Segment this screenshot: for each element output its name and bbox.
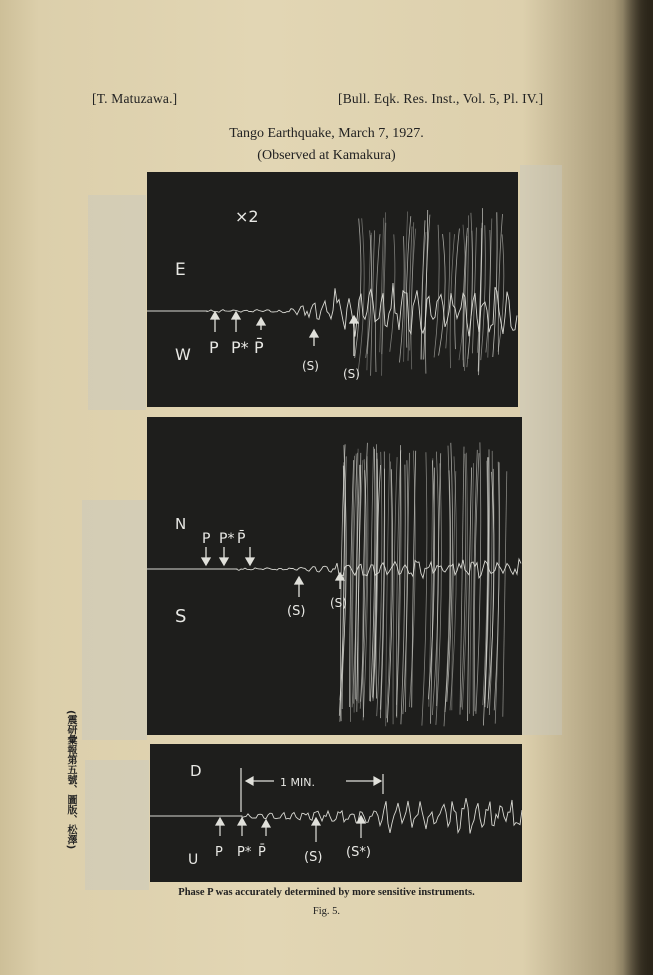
bleed-through-panel-3 (520, 165, 562, 735)
bleed-through-panel-1 (88, 195, 146, 410)
figure-number: Fig. 5. (312, 906, 341, 917)
phase-label-s: (S) (304, 850, 323, 865)
direction-label-down: D (190, 762, 202, 780)
phase-label-s2: (S) (330, 596, 347, 610)
seismogram-stroke (460, 447, 464, 715)
seismogram-stroke (367, 235, 371, 370)
seismogram-burst-ns (339, 442, 507, 726)
seismogram-stroke (459, 225, 465, 361)
phase-label-p-bar: P̄ (237, 531, 246, 547)
phase-label-s: (S) (287, 604, 306, 619)
bleed-through-panel-4 (85, 760, 149, 890)
phase-label-p-bar: P̄ (258, 845, 266, 860)
phase-label-s2: (S) (343, 367, 360, 381)
seismogram-stroke (455, 229, 460, 350)
seismogram-stroke (446, 232, 450, 348)
time-scale-label: 1 MIN. (280, 776, 315, 789)
bleed-through-panel-2 (82, 500, 147, 740)
seismogram-stroke (483, 461, 488, 705)
seismogram-stroke (474, 453, 479, 711)
seismogram-stroke (493, 212, 497, 357)
magnification-label: ×2 (235, 207, 259, 226)
seismogram-stroke (376, 234, 381, 372)
seismogram-ns-panel (147, 417, 522, 735)
seismogram-stroke (434, 225, 439, 358)
phase-label-p-star: P* (219, 531, 235, 547)
figure-subtitle: (Observed at Kamakura) (257, 148, 396, 163)
seismogram-ew-panel (147, 172, 518, 407)
seismogram-stroke (472, 228, 476, 354)
seismogram-stroke (439, 234, 446, 356)
seismogram-stroke (503, 471, 507, 717)
binding-shadow (623, 0, 653, 975)
figure-title: Tango Earthquake, March 7, 1927. (229, 126, 424, 141)
phase-label-p: P (215, 845, 223, 860)
seismogram-burst-ew (355, 208, 504, 376)
header-citation: [Bull. Eqk. Res. Inst., Vol. 5, Pl. IV.] (338, 91, 544, 106)
direction-label-west: W (175, 345, 191, 364)
phase-label-p: P (209, 338, 219, 357)
direction-label-south: S (175, 606, 187, 627)
seismogram-stroke (422, 452, 427, 725)
seismogram-trace-ud (150, 798, 522, 833)
direction-label-east: E (175, 260, 186, 280)
phase-label-p-bar: P̄ (254, 338, 264, 357)
header-author: [T. Matuzawa.] (92, 91, 178, 106)
seismogram-stroke (476, 442, 481, 713)
phase-label-s: (S) (302, 359, 319, 373)
figure-caption: Phase P was accurately determined by more sensitive instruments. (178, 887, 475, 898)
phase-label-p-star: P* (231, 338, 249, 357)
seismogram-ud-panel (150, 744, 522, 882)
seismogram-trace-ew (147, 283, 517, 337)
seismogram-trace-ns (147, 559, 521, 578)
side-annotation: (震研彙報第五號、圖版、松澤) (65, 710, 76, 850)
seismogram-stroke (370, 447, 374, 701)
direction-label-north: N (175, 515, 187, 533)
seismogram-stroke (355, 219, 361, 359)
phase-label-p: P (202, 531, 211, 547)
direction-label-up: U (188, 852, 199, 868)
phase-label-p-star: P* (237, 845, 252, 860)
phase-label-s-star: (S*) (346, 845, 371, 860)
